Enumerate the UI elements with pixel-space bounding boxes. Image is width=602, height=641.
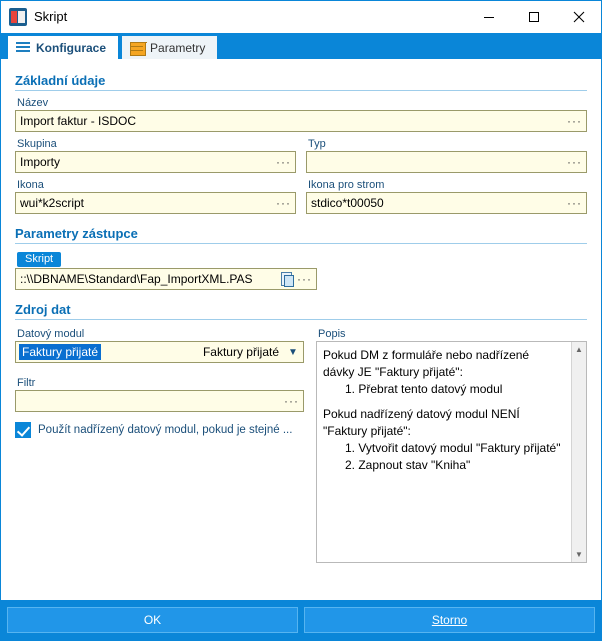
desc-line-0: Pokud DM z formuláře nebo nadřízené <box>323 348 530 362</box>
minimize-icon[interactable] <box>466 1 511 33</box>
section-shortcut-title: Parametry zástupce <box>15 226 587 244</box>
input-ikona-pro-strom-value: stdico*t00050 <box>311 196 384 210</box>
ikona-strom-ellipsis-icon[interactable]: ··· <box>567 196 582 210</box>
section-datasource-title: Zdroj dat <box>15 302 587 320</box>
desc-line-6: 1. Vytvořit datový modul "Faktury přijaté" <box>345 441 561 455</box>
desc-line-4: Pokud nadřízený datový modul NENÍ <box>323 407 520 421</box>
tab-konfigurace[interactable] <box>7 35 119 59</box>
close-icon[interactable] <box>556 1 601 33</box>
title-bar <box>1 1 601 33</box>
window-controls <box>466 1 601 33</box>
checkbox-parent-module[interactable] <box>15 422 31 438</box>
nazev-ellipsis-icon[interactable]: ··· <box>567 114 582 128</box>
input-skupina[interactable] <box>15 151 296 173</box>
section-basic-title: Základní údaje <box>15 73 587 91</box>
input-script-path[interactable] <box>15 268 317 290</box>
dialog-body <box>1 59 601 600</box>
label-typ: Typ <box>308 138 326 150</box>
tab-bar <box>1 33 601 59</box>
checkbox-row-parent-module[interactable] <box>15 422 304 438</box>
lines-icon <box>16 42 30 54</box>
input-ikona[interactable] <box>15 192 296 214</box>
input-nazev[interactable] <box>15 110 587 132</box>
input-filtr[interactable] <box>15 390 304 412</box>
skupina-ellipsis-icon[interactable]: ··· <box>276 155 291 169</box>
cancel-button-label: Storno <box>431 613 468 627</box>
typ-ellipsis-icon[interactable]: ··· <box>567 155 582 169</box>
script-app-icon <box>9 8 27 26</box>
chevron-down-icon[interactable]: ▼ <box>288 346 298 358</box>
grid-icon <box>130 42 144 54</box>
tab-parametry[interactable] <box>121 35 218 59</box>
copy-icon[interactable] <box>279 271 294 287</box>
label-ikona-pro-strom: Ikona pro strom <box>308 179 385 191</box>
window-title: Skript <box>34 9 68 24</box>
tab-konfigurace-label: Konfigurace <box>36 40 107 55</box>
input-ikona-value: wui*k2script <box>20 196 85 210</box>
script-field-badge[interactable]: Skript <box>17 252 61 267</box>
dialog-footer <box>1 600 601 640</box>
desc-line-1: dávky JE "Faktury přijaté": <box>323 365 463 379</box>
desc-line-5: "Faktury přijaté": <box>323 424 411 438</box>
scroll-down-icon[interactable]: ▼ <box>575 550 583 559</box>
input-nazev-value: Import faktur - ISDOC <box>20 114 137 128</box>
label-ikona: Ikona <box>17 179 44 191</box>
desc-line-2: 1. Přebrat tento datový modul <box>345 382 503 396</box>
label-skupina: Skupina <box>17 138 57 150</box>
label-filtr: Filtr <box>17 377 36 389</box>
tab-parametry-label: Parametry <box>150 40 206 55</box>
input-script-path-value: ::\\DBNAME\Standard\Fap_ImportXML.PAS <box>20 272 253 286</box>
label-popis: Popis <box>318 328 346 340</box>
label-datovy-modul: Datový modul <box>17 328 85 340</box>
scroll-up-icon[interactable]: ▲ <box>575 345 583 354</box>
checkbox-parent-module-label: Použít nadřízený datový modul, pokud je stejné ... <box>38 424 293 436</box>
combo-display-value: Faktury přijaté <box>202 345 279 359</box>
desc-line-7: 2. Zapnout stav "Kniha" <box>345 458 471 472</box>
description-panel <box>316 341 587 563</box>
input-ikona-pro-strom[interactable] <box>306 192 587 214</box>
ok-button-label: OK <box>143 613 162 627</box>
label-nazev: Název <box>17 97 49 109</box>
description-scrollbar[interactable] <box>571 342 586 562</box>
description-text[interactable] <box>317 342 571 562</box>
ikona-ellipsis-icon[interactable]: ··· <box>276 196 291 210</box>
input-typ[interactable] <box>306 151 587 173</box>
combo-datovy-modul[interactable] <box>15 341 304 363</box>
combo-selected-value: Faktury přijaté <box>19 344 101 360</box>
script-ellipsis-icon[interactable]: ··· <box>297 272 312 286</box>
filtr-ellipsis-icon[interactable]: ··· <box>284 394 299 408</box>
maximize-icon[interactable] <box>511 1 556 33</box>
input-skupina-value: Importy <box>20 155 61 169</box>
ok-button[interactable] <box>7 607 298 633</box>
cancel-button[interactable] <box>304 607 595 633</box>
